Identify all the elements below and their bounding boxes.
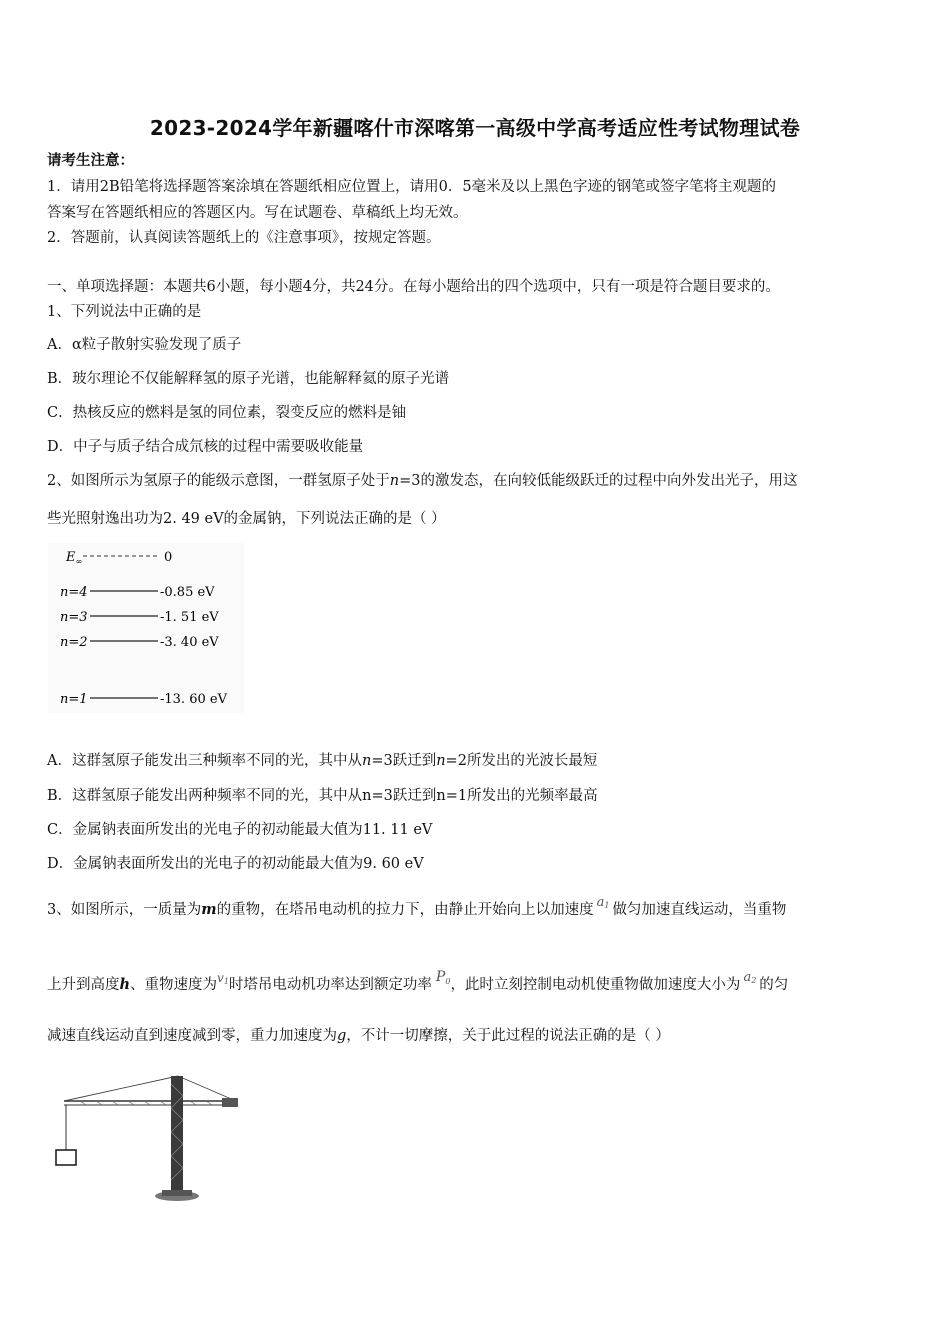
section-header: 一、单项选择题：本题共6小题，每小题4分，共24分。在每小题给出的四个选项中，只有一项是符合题目要求的。 [47, 279, 780, 295]
level-3-label: n=3 [60, 610, 88, 625]
load-box [56, 1150, 76, 1165]
q3-l2-a: 上升到高度 [47, 977, 120, 993]
q3-l2-h: h [119, 976, 131, 993]
q2-a-mid: =3跃迁到 [371, 753, 437, 769]
q3-l2-v1-sub: 1 [223, 977, 229, 986]
q1-stem: 1、下列说法中正确的是 [47, 304, 202, 320]
level-4-label: n=4 [60, 585, 88, 600]
q3-l1-c: 做匀加速直线运动，当重物 [612, 902, 787, 918]
q3-l3-b: ，不计一切摩擦，关于此过程的说法正确的是（ ） [346, 1028, 670, 1044]
q2-stem-n: n [389, 473, 400, 489]
level-3-value: -1. 51 eV [160, 610, 219, 625]
tower-crane-figure [50, 1070, 250, 1205]
level-1-label: n=1 [60, 692, 88, 707]
level-2-value: -3. 40 eV [160, 635, 219, 650]
level-top-label: $E_\infty$ [66, 550, 83, 566]
level-top-value: 0 [164, 550, 173, 565]
q3-l1-a1-sub: 1 [604, 901, 610, 910]
q3-l1-a: 3、如图所示，一质量为 [47, 902, 202, 918]
page-title: 2023-2024学年新疆喀什市深喀第一高级中学高考适应性考试物理试卷 [149, 116, 801, 140]
q2-a-n1: n [361, 753, 372, 769]
energy-level-diagram [48, 543, 244, 713]
energy-level-svg [48, 543, 244, 713]
q2-option-c: C．金属钠表面所发出的光电子的初动能最大值为11. 11 eV [47, 822, 433, 838]
q3-l2-a2: a [743, 970, 752, 985]
level-1-value: -13. 60 eV [160, 692, 227, 707]
q3-l1-b: 的重物，在塔吊电动机的拉力下，由静止开始向上以加速度 [216, 902, 594, 918]
q1-option-d: D．中子与质子结合成氘核的过程中需要吸收能量 [47, 439, 364, 455]
q3-l2-c: 时塔吊电动机功率达到额定功率 [228, 977, 432, 993]
q3-l2-p0-sub: 0 [445, 977, 451, 986]
q2-a-post: =2所发出的光波长最短 [445, 753, 598, 769]
q3-l2-e: 的匀 [759, 977, 789, 993]
q3-l2-a2-sub: 2 [751, 976, 757, 985]
q3-l2-b: 、重物速度为 [130, 977, 218, 993]
q3-l3-a: 减速直线运动直到速度减到零，重力加速度为 [47, 1028, 337, 1044]
q3-l2-d: ，此时立刻控制电动机使重物做加速度大小为 [450, 977, 741, 993]
level-4-value: -0.85 eV [160, 585, 215, 600]
tower-crane-svg [50, 1070, 250, 1205]
q3-line-2 [47, 969, 789, 996]
notice-heading: 请考生注意： [47, 152, 134, 169]
q3-l3-g: g [337, 1028, 347, 1044]
q2-option-b: B．这群氢原子能发出两种频率不同的光，其中从n=3跃迁到n=1所发出的光频率最高 [47, 788, 598, 804]
q3-l2-p0: P [435, 969, 446, 985]
q3-line-3 [47, 1027, 670, 1045]
notice-line-2: 答案写在答题纸相应的答题区内。写在试题卷、草稿纸上均无效。 [47, 205, 468, 221]
q1-option-a: A．α粒子散射实验发现了质子 [47, 337, 242, 353]
notice-line-3: 2．答题前，认真阅读答题纸上的《注意事项》，按规定答题。 [47, 230, 441, 246]
q2-a-pre: A．这群氢原子能发出三种频率不同的光，其中从 [47, 753, 362, 769]
q2-option-a [47, 752, 597, 770]
q3-l1-a1: a [596, 895, 605, 910]
q3-line-1 [47, 895, 787, 921]
q3-l2-v1: v [217, 971, 224, 985]
q2-stem-pre: 2、如图所示为氢原子的能级示意图，一群氢原子处于 [47, 473, 390, 489]
q1-option-c: C．热核反应的燃料是氢的同位素，裂变反应的燃料是铀 [47, 405, 407, 421]
level-2-label: n=2 [60, 635, 88, 650]
q2-a-n2: n [436, 753, 446, 769]
q2-stem-line-1 [47, 472, 797, 490]
q2-stem-line-2: 些光照射逸出功为2. 49 eV的金属钠，下列说法正确的是（ ） [47, 511, 446, 527]
notice-line-1: 1．请用2B铅笔将选择题答案涂填在答题纸相应位置上，请用0．5毫米及以上黑色字迹的钢笔或签字笔将主观题的 [47, 179, 777, 195]
q2-stem-post: =3的激发态，在向较低能级跃迁的过程中向外发出光子，用这 [399, 473, 798, 489]
q3-l1-m: m [201, 901, 217, 918]
q2-option-d: D．金属钠表面所发出的光电子的初动能最大值为9. 60 eV [47, 856, 424, 872]
q1-option-b: B．玻尔理论不仅能解释氢的原子光谱，也能解释氦的原子光谱 [47, 371, 450, 387]
